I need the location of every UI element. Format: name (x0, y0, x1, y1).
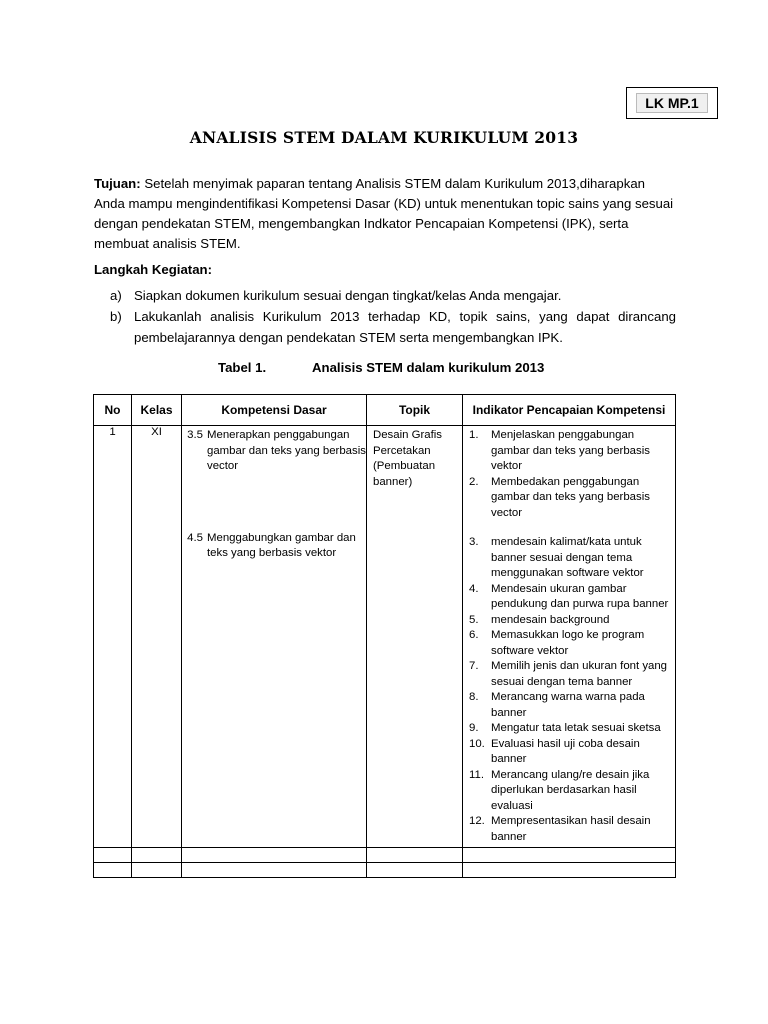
ipk-text: Evaluasi hasil uji coba desain banner (491, 737, 640, 765)
activity-step (94, 286, 676, 306)
ipk-number: 1. (469, 429, 479, 441)
ipk-number: 4. (469, 582, 479, 595)
ipk-number: 12. (469, 815, 485, 827)
ipk-number: 8. (469, 691, 479, 703)
ipk-item (469, 721, 671, 737)
ipk-item (469, 628, 671, 659)
step-text: Lakukanlah analisis Kurikulum 2013 terhadap KD, topik sains, yang dapat dirancang pembelajarannya dengan pendekatan STEM serta mengembangkan IPK. (134, 309, 676, 345)
table-caption-text: Analisis STEM dalam kurikulum 2013 (312, 360, 545, 375)
empty-cell (367, 863, 463, 878)
step-marker: b) (110, 309, 122, 324)
ipk-item (469, 768, 671, 815)
ipk-item (469, 659, 671, 690)
ipk-item (469, 535, 671, 582)
header-topik: Topik (367, 395, 463, 426)
activity-step (94, 306, 676, 348)
step-text: Siapkan dokumen kurikulum sesuai dengan tingkat/kelas Anda mengajar. (134, 288, 562, 303)
cell-topik (367, 426, 463, 848)
cell-ipk (463, 426, 676, 848)
ipk-text: Merancang ulang/re desain jika diperlukan berdasarkan hasil evaluasi (491, 768, 650, 812)
kd-number: 4.5 (187, 531, 203, 544)
kd-text: Menerapkan penggabungan gambar dan teks yang berbasis vector (207, 429, 366, 472)
cell-kompetensi-dasar (182, 426, 367, 848)
ipk-text: Memasukkan logo ke program software vektor (491, 629, 645, 657)
ipk-number: 7. (469, 660, 479, 672)
ipk-item (469, 475, 671, 522)
empty-cell (132, 863, 182, 878)
table-row-empty (94, 848, 676, 863)
table-caption (218, 360, 544, 375)
ipk-text: mendesain kalimat/kata untuk banner sesuai dengan tema menggunakan software vektor (491, 536, 644, 579)
empty-cell (94, 863, 132, 878)
ipk-number: 10. (469, 737, 485, 750)
kd-item (182, 426, 366, 475)
ipk-text: Membedakan penggabungan gambar dan teks yang berbasis vector (491, 475, 650, 519)
header-no: No (94, 395, 132, 426)
ipk-number: 11. (469, 768, 484, 781)
ipk-text: mendesain background (491, 613, 610, 626)
worksheet-code-label: LK MP.1 (636, 93, 707, 113)
ipk-number: 5. (469, 613, 479, 626)
table-row-empty (94, 863, 676, 878)
cell-no: 1 (94, 426, 132, 848)
empty-cell (182, 848, 367, 863)
table-header-row (94, 395, 676, 426)
ipk-item (469, 428, 671, 475)
ipk-item (469, 690, 671, 721)
kd-text: Menggabungkan gambar dan teks yang berbasis vektor (207, 531, 356, 559)
ipk-text: Merancang warna warna pada banner (491, 691, 645, 719)
ipk-text: Memilih jenis dan ukuran font yang sesuai dengan tema banner (491, 660, 668, 688)
ipk-list (463, 426, 675, 847)
ipk-number: 6. (469, 629, 479, 641)
empty-cell (182, 863, 367, 878)
worksheet-code-box (626, 87, 718, 119)
ipk-item (469, 814, 671, 845)
ipk-item (469, 737, 671, 768)
stem-analysis-table (93, 394, 676, 878)
topik-text: Desain Grafis Percetakan (Pembuatan banner) (373, 429, 443, 488)
empty-cell (463, 863, 676, 878)
empty-cell (94, 848, 132, 863)
objective-text: Setelah menyimak paparan tentang Analisis STEM dalam Kurikulum 2013,diharapkan Anda mampu mengindentifikasi Kompetensi Dasar (KD) untuk menentukan topic sains yang sesuai dengan pendekatan STEM, mengembangkan Indkator Pencapaian Kompetensi (IPK), serta membuat analisis STEM. (94, 176, 674, 251)
kd-item (182, 529, 366, 562)
objective-label: Tujuan: (94, 176, 141, 191)
ipk-text: Mengatur tata letak sesuai sketsa (491, 722, 661, 734)
kd-number: 3.5 (187, 429, 203, 441)
empty-cell (367, 848, 463, 863)
ipk-text: Mempresentasikan hasil desain banner (491, 815, 651, 843)
ipk-text: Mendesain ukuran gambar pendukung dan purwa rupa banner (491, 582, 669, 610)
step-marker: a) (110, 288, 122, 303)
ipk-text: Menjelaskan penggabungan gambar dan teks yang berbasis vektor (491, 429, 650, 472)
header-kompetensi-dasar: Kompetensi Dasar (182, 395, 367, 426)
empty-cell (132, 848, 182, 863)
table-caption-label: Tabel 1. (218, 360, 267, 375)
ipk-item (469, 582, 671, 613)
ipk-item (469, 613, 671, 629)
activity-steps-list (94, 286, 676, 348)
header-kelas: Kelas (132, 395, 182, 426)
ipk-group-spacer (469, 521, 671, 535)
ipk-number: 3. (469, 536, 479, 548)
table-row (94, 426, 676, 848)
empty-cell (463, 848, 676, 863)
ipk-number: 9. (469, 722, 479, 734)
objective-paragraph (94, 174, 676, 254)
cell-kelas: XI (132, 426, 182, 848)
header-ipk: Indikator Pencapaian Kompetensi (463, 395, 676, 426)
document-title: ANALISIS STEM DALAM KURIKULUM 2013 (189, 128, 579, 147)
activity-steps-heading: Langkah Kegiatan: (94, 262, 212, 277)
ipk-number: 2. (469, 475, 479, 488)
